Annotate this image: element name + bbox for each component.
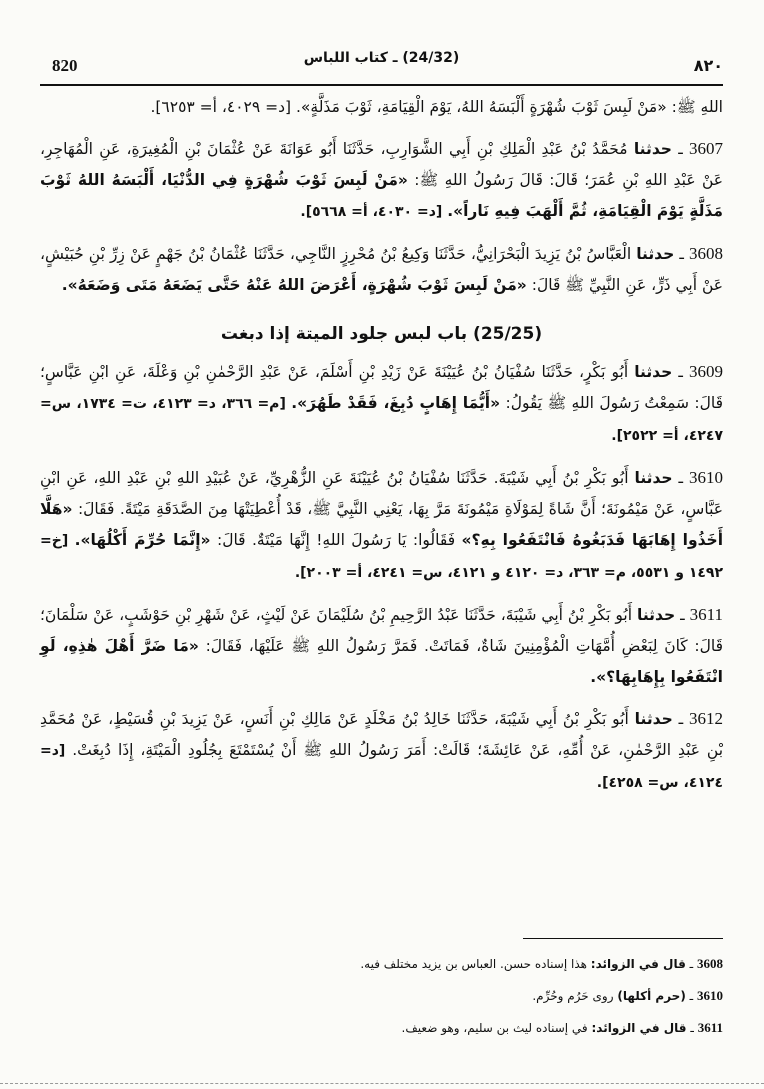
hadith-isnad: الْعَبَّاسُ بْنُ يَزِيدَ الْبَحْرَانِيُّ، حَدَّثَنَا وَكِيعُ بْنُ مُحْرِزٍ النَّاجِي، حَدَّثَنَا عُثْمَانُ بْنُ جَهْمٍ عَنْ زِرِّ بْنِ حُبَيْشٍ، عَنْ أَبِي ذَرٍّ، عَنِ النَّبِيِّ ﷺ قَالَ: (40, 245, 723, 294)
hadith-number: 3612 (689, 709, 724, 728)
hadith-matn-second: «إِنَّمَا حُرِّمَ أَكْلُهَا». (74, 531, 211, 549)
footnote-label: (حرم أكلها) (617, 989, 686, 1003)
hadith-3610: 3610 ـ حدثنا أَبُو بَكْرِ بْنُ أَبِي شَيْبَةَ. حَدَّثَنَا سُفْيَانُ بْنُ عُيَيْنَةَ عَنِ الزُّهْرِيِّ، عَنْ عُبَيْدِ اللهِ بْنِ عَبْدِ اللهِ، عَنِ ابْنِ عَبَّاسٍ، عَنْ مَيْمُونَةَ؛ أَنَّ شَاةً لِمَوْلَاةِ مَيْمُونَةَ مَرَّ بِهَا، يَعْنِي النَّبِيَّ ﷺ، قَدْ أُعْطِيَتْهَا مِنَ الصَّدَقَةِ مَيْتَةً. فَقَالَ: «هَلَّا أَخَذُوا إِهَابَهَا فَدَبَغُوهُ فَانْتَفَعُوا بِهِ؟» فَقَالُوا: يَا رَسُولَ اللهِ! إِنَّهَا مَيْتَةٌ. قَالَ: «إِنَّمَا حُرِّمَ أَكْلُهَا». [خ= ١٤٩٢ و ٥٥٣١، م= ٣٦٣، د= ٤١٢٠ و ٤١٢١، س= ٤٢٤١، أ= ٢٠٠٣]. (40, 468, 724, 581)
footnote-text: هذا إسناده حسن. العباس بن يزيد مختلف فيه. (360, 957, 587, 971)
hadith-reference: [د= ٤٠٣٠، أ= ٥٦٦٨]. (300, 204, 443, 220)
hadith-number: 3607 (689, 139, 723, 158)
page-header (40, 46, 723, 82)
hadith-3609: 3609 ـ حدثنا أَبُو بَكْرٍ، حَدَّثَنَا سُفْيَانُ بْنُ عُيَيْنَةَ عَنْ زَيْدِ بْنِ أَسْلَمَ، عَنْ عَبْدِ الرَّحْمٰنِ بْنِ وَعْلَةَ، عَنِ ابْنِ عَبَّاسٍ؛ قَالَ: سَمِعْتُ رَسُولَ اللهِ ﷺ يَقُولُ: «أَيُّمَا إِهَابٍ دُبِغَ، فَقَدْ طَهُرَ». [م= ٣٦٦، د= ٤١٢٣، ت= ١٧٣٤، س= ٤٢٤٧، أ= ٢٥٢٢]. (40, 362, 724, 444)
hadith-3608: 3608 ـ حدثنا الْعَبَّاسُ بْنُ يَزِيدَ الْبَحْرَانِيُّ، حَدَّثَنَا وَكِيعُ بْنُ مُحْرِزٍ النَّاجِي، حَدَّثَنَا عُثْمَانُ بْنُ جَهْمٍ عَنْ زِرِّ بْنِ حُبَيْشٍ، عَنْ أَبِي ذَرٍّ، عَنِ النَّبِيِّ ﷺ قَالَ: «مَنْ لَبِسَ ثَوْبَ شُهْرَةٍ، أَعْرَضَ اللهُ عَنْهُ حَتَّى يَضَعَهُ مَتَى وَضَعَهُ». (40, 244, 723, 294)
running-title: (24/32) ـ كتاب اللباس (303, 50, 460, 66)
hadith-matn: «مَا ضَرَّ أَهْلَ هٰذِهِ، لَوِ انْتَفَعُوا بِإِهَابِهَا؟». (40, 637, 723, 686)
continuation-line (40, 92, 723, 123)
hadith-lead: حدثنا (636, 245, 675, 263)
page-number-latin: 820 (52, 56, 78, 75)
hadith-lead: حدثنا (634, 363, 673, 381)
hadith-reference: [د= ٤١٢٤، س= ٤٢٥٨]. (40, 743, 723, 791)
hadith-matn: «أَيُّمَا إِهَابٍ دُبِغَ، فَقَدْ طَهُرَ». (291, 394, 501, 412)
footnote-item: 3610 ـ (حرم أكلها) روى حَرُم وحُرِّم. (532, 988, 723, 1003)
footnote-number: 3608 (697, 956, 723, 971)
hadith-reference: [خ= ١٤٩٢ و ٥٥٣١، م= ٣٦٣، د= ٤١٢٠ و ٤١٢١، س= ٤٢٤١، أ= ٢٠٠٣]. (40, 533, 723, 581)
hadith-number: 3609 (689, 362, 724, 381)
hadith-3612: 3612 ـ حدثنا أَبُو بَكْرِ بْنُ أَبِي شَيْبَةَ، حَدَّثَنَا خَالِدُ بْنُ مَخْلَدٍ عَنْ مَالِكِ بْنِ أَنَسٍ، عَنْ يَزِيدَ بْنِ قُسَيْطٍ، عَنْ مُحَمَّدِ بْنِ عَبْدِ الرَّحْمٰنِ، عَنْ أُمِّهِ، عَنْ عَائِشَةَ؛ قَالَتْ: أَمَرَ رَسُولُ اللهِ ﷺ أَنْ يُسْتَمْتَعَ بِجُلُودِ الْمَيْتَةِ، إِذَا دُبِغَتْ. [د= ٤١٢٤، س= ٤٢٥٨]. (40, 709, 724, 791)
footnote-label: قال في الزوائد: (591, 1021, 687, 1035)
hadith-matn: «مَنْ لَبِسَ ثَوْبَ شُهْرَةٍ، أَعْرَضَ اللهُ عَنْهُ حَتَّى يَضَعَهُ مَتَى وَضَعَهُ». (61, 276, 527, 294)
hadith-number: 3611 (689, 605, 724, 624)
page-number-arabic: ٨٢٠ (693, 56, 723, 75)
hadith-lead: حدثنا (634, 469, 673, 487)
hadith-reference: [م= ٣٦٦، د= ٤١٢٣، ت= ١٧٣٤، س= ٤٢٤٧، أ= ٢٥٢٢]. (40, 396, 723, 444)
footnote-label: قال في الزوائد: (590, 957, 686, 971)
hadith-isnad: مُحَمَّدُ بْنُ عَبْدِ الْمَلِكِ بْنِ أَبِي الشَّوَارِبِ، حَدَّثَنَا أَبُو عَوَانَةَ عَنْ عُثْمَانَ بْنِ الْمُغِيرَةِ، عَنِ الْمُهَاجِرِ، عَنْ عَبْدِ اللهِ بْنِ عُمَرَ؛ قَالَ: قَالَ رَسُولُ اللهِ ﷺ: (40, 140, 723, 189)
hadith-isnad: أَبُو بَكْرٍ، حَدَّثَنَا سُفْيَانُ بْنُ عُيَيْنَةَ عَنْ زَيْدِ بْنِ أَسْلَمَ، عَنْ عَبْدِ الرَّحْمٰنِ بْنِ وَعْلَةَ، عَنِ ابْنِ عَبَّاسٍ؛ قَالَ: سَمِعْتُ رَسُولَ اللهِ ﷺ يَقُولُ: (40, 363, 723, 412)
hadith-number: 3608 (689, 244, 723, 263)
hadith-text-continued: فَقَالُوا: يَا رَسُولَ اللهِ! إِنَّهَا مَيْتَةٌ. قَالَ: (216, 531, 456, 549)
hadith-number: 3610 (689, 468, 723, 487)
footnote-number: 3610 (697, 988, 723, 1003)
footnote-text: روى حَرُم وحُرِّم. (532, 989, 614, 1003)
footnote-item: 3611 ـ قال في الزوائد: في إسناده ليث بن سليم، وهو ضعيف. (401, 1020, 723, 1035)
hadith-matn: «هَلَّا أَخَذُوا إِهَابَهَا فَدَبَغُوهُ فَانْتَفَعُوا بِهِ؟» (40, 500, 724, 549)
chapter-heading: (25/25) باب لبس جلود الميتة إذا دبغت (220, 324, 543, 344)
main-text (40, 92, 723, 809)
hadith-isnad: أَبُو بَكْرِ بْنُ أَبِي شَيْبَةَ. حَدَّثَنَا سُفْيَانُ بْنُ عُيَيْنَةَ عَنِ الزُّهْرِيِّ، عَنْ عُبَيْدِ اللهِ بْنِ عَبْدِ اللهِ، عَنِ ابْنِ عَبَّاسٍ، عَنْ مَيْمُونَةَ؛ أَنَّ شَاةً لِمَوْلَاةِ مَيْمُونَةَ مَرَّ بِهَا، يَعْنِي النَّبِيَّ ﷺ، قَدْ أُعْطِيَتْهَا مِنَ الصَّدَقَةِ مَيْتَةً. فَقَالَ: (40, 469, 723, 518)
footnotes (200, 948, 723, 1044)
header-divider (40, 84, 723, 86)
scan-edge-line (0, 1083, 764, 1084)
hadith-lead: حدثنا (633, 140, 672, 158)
footnote-number: 3611 (697, 1020, 723, 1035)
hadith-isnad: أَبُو بَكْرِ بْنُ أَبِي شَيْبَةَ، حَدَّثَنَا خَالِدُ بْنُ مَخْلَدٍ عَنْ مَالِكِ بْنِ أَنَسٍ، عَنْ يَزِيدَ بْنِ قُسَيْطٍ، عَنْ مُحَمَّدِ بْنِ عَبْدِ الرَّحْمٰنِ، عَنْ أُمِّهِ، عَنْ عَائِشَةَ؛ قَالَتْ: أَمَرَ رَسُولُ اللهِ ﷺ أَنْ يُسْتَمْتَعَ بِجُلُودِ الْمَيْتَةِ، إِذَا دُبِغَتْ. (40, 710, 724, 759)
hadith-lead: حدثنا (637, 606, 676, 624)
hadith-lead: حدثنا (634, 710, 673, 728)
continuation-text: اللهِ ﷺ: «مَنْ لَبِسَ ثَوْبَ شُهْرَةٍ أَلْبَسَهُ اللهُ، يَوْمَ الْقِيَامَةِ، ثَوْبَ مَذَلَّةٍ». [د= ٤٠٢٩، أ= ٦٢٥٣]. (150, 98, 723, 116)
hadith-matn: «مَنْ لَبِسَ ثَوْبَ شُهْرَةٍ فِي الدُّنْيَا، أَلْبَسَهُ اللهُ ثَوْبَ مَذَلَّةٍ يَوْمَ الْقِيَامَةِ، ثُمَّ أَلْهَبَ فِيهِ نَاراً». (40, 171, 723, 220)
footnote-text: في إسناده ليث بن سليم، وهو ضعيف. (401, 1021, 588, 1035)
hadith-isnad: أَبُو بَكْرِ بْنُ أَبِي شَيْبَةَ، حَدَّثَنَا عَبْدُ الرَّحِيمِ بْنُ سُلَيْمَانَ عَنْ لَيْثٍ، عَنْ شَهْرِ بْنِ حَوْشَبٍ، عَنْ سَلْمَانَ؛ قَالَ: كَانَ لِبَعْضِ أُمَّهَاتِ الْمُؤْمِنِينَ شَاةٌ، فَمَاتَتْ. فَمَرَّ رَسُولُ اللهِ ﷺ عَلَيْهَا، فَقَالَ: (40, 606, 723, 655)
hadith-3611: 3611 ـ حدثنا أَبُو بَكْرِ بْنُ أَبِي شَيْبَةَ، حَدَّثَنَا عَبْدُ الرَّحِيمِ بْنُ سُلَيْمَانَ عَنْ لَيْثٍ، عَنْ شَهْرِ بْنِ حَوْشَبٍ، عَنْ سَلْمَانَ؛ قَالَ: كَانَ لِبَعْضِ أُمَّهَاتِ الْمُؤْمِنِينَ شَاةٌ، فَمَاتَتْ. فَمَرَّ رَسُولُ اللهِ ﷺ عَلَيْهَا، فَقَالَ: «مَا ضَرَّ أَهْلَ هٰذِهِ، لَوِ انْتَفَعُوا بِإِهَابِهَا؟». (40, 605, 724, 686)
footnote-item: 3608 ـ قال في الزوائد: هذا إسناده حسن. العباس بن يزيد مختلف فيه. (360, 956, 723, 971)
footnote-divider (523, 938, 723, 939)
hadith-3607: 3607 ـ حدثنا مُحَمَّدُ بْنُ عَبْدِ الْمَلِكِ بْنِ أَبِي الشَّوَارِبِ، حَدَّثَنَا أَبُو عَوَانَةَ عَنْ عُثْمَانَ بْنِ الْمُغِيرَةِ، عَنِ الْمُهَاجِرِ، عَنْ عَبْدِ اللهِ بْنِ عُمَرَ؛ قَالَ: قَالَ رَسُولُ اللهِ ﷺ: «مَنْ لَبِسَ ثَوْبَ شُهْرَةٍ فِي الدُّنْيَا، أَلْبَسَهُ اللهُ ثَوْبَ مَذَلَّةٍ يَوْمَ الْقِيَامَةِ، ثُمَّ أَلْهَبَ فِيهِ نَاراً». [د= ٤٠٣٠، أ= ٥٦٦٨]. (40, 139, 723, 220)
